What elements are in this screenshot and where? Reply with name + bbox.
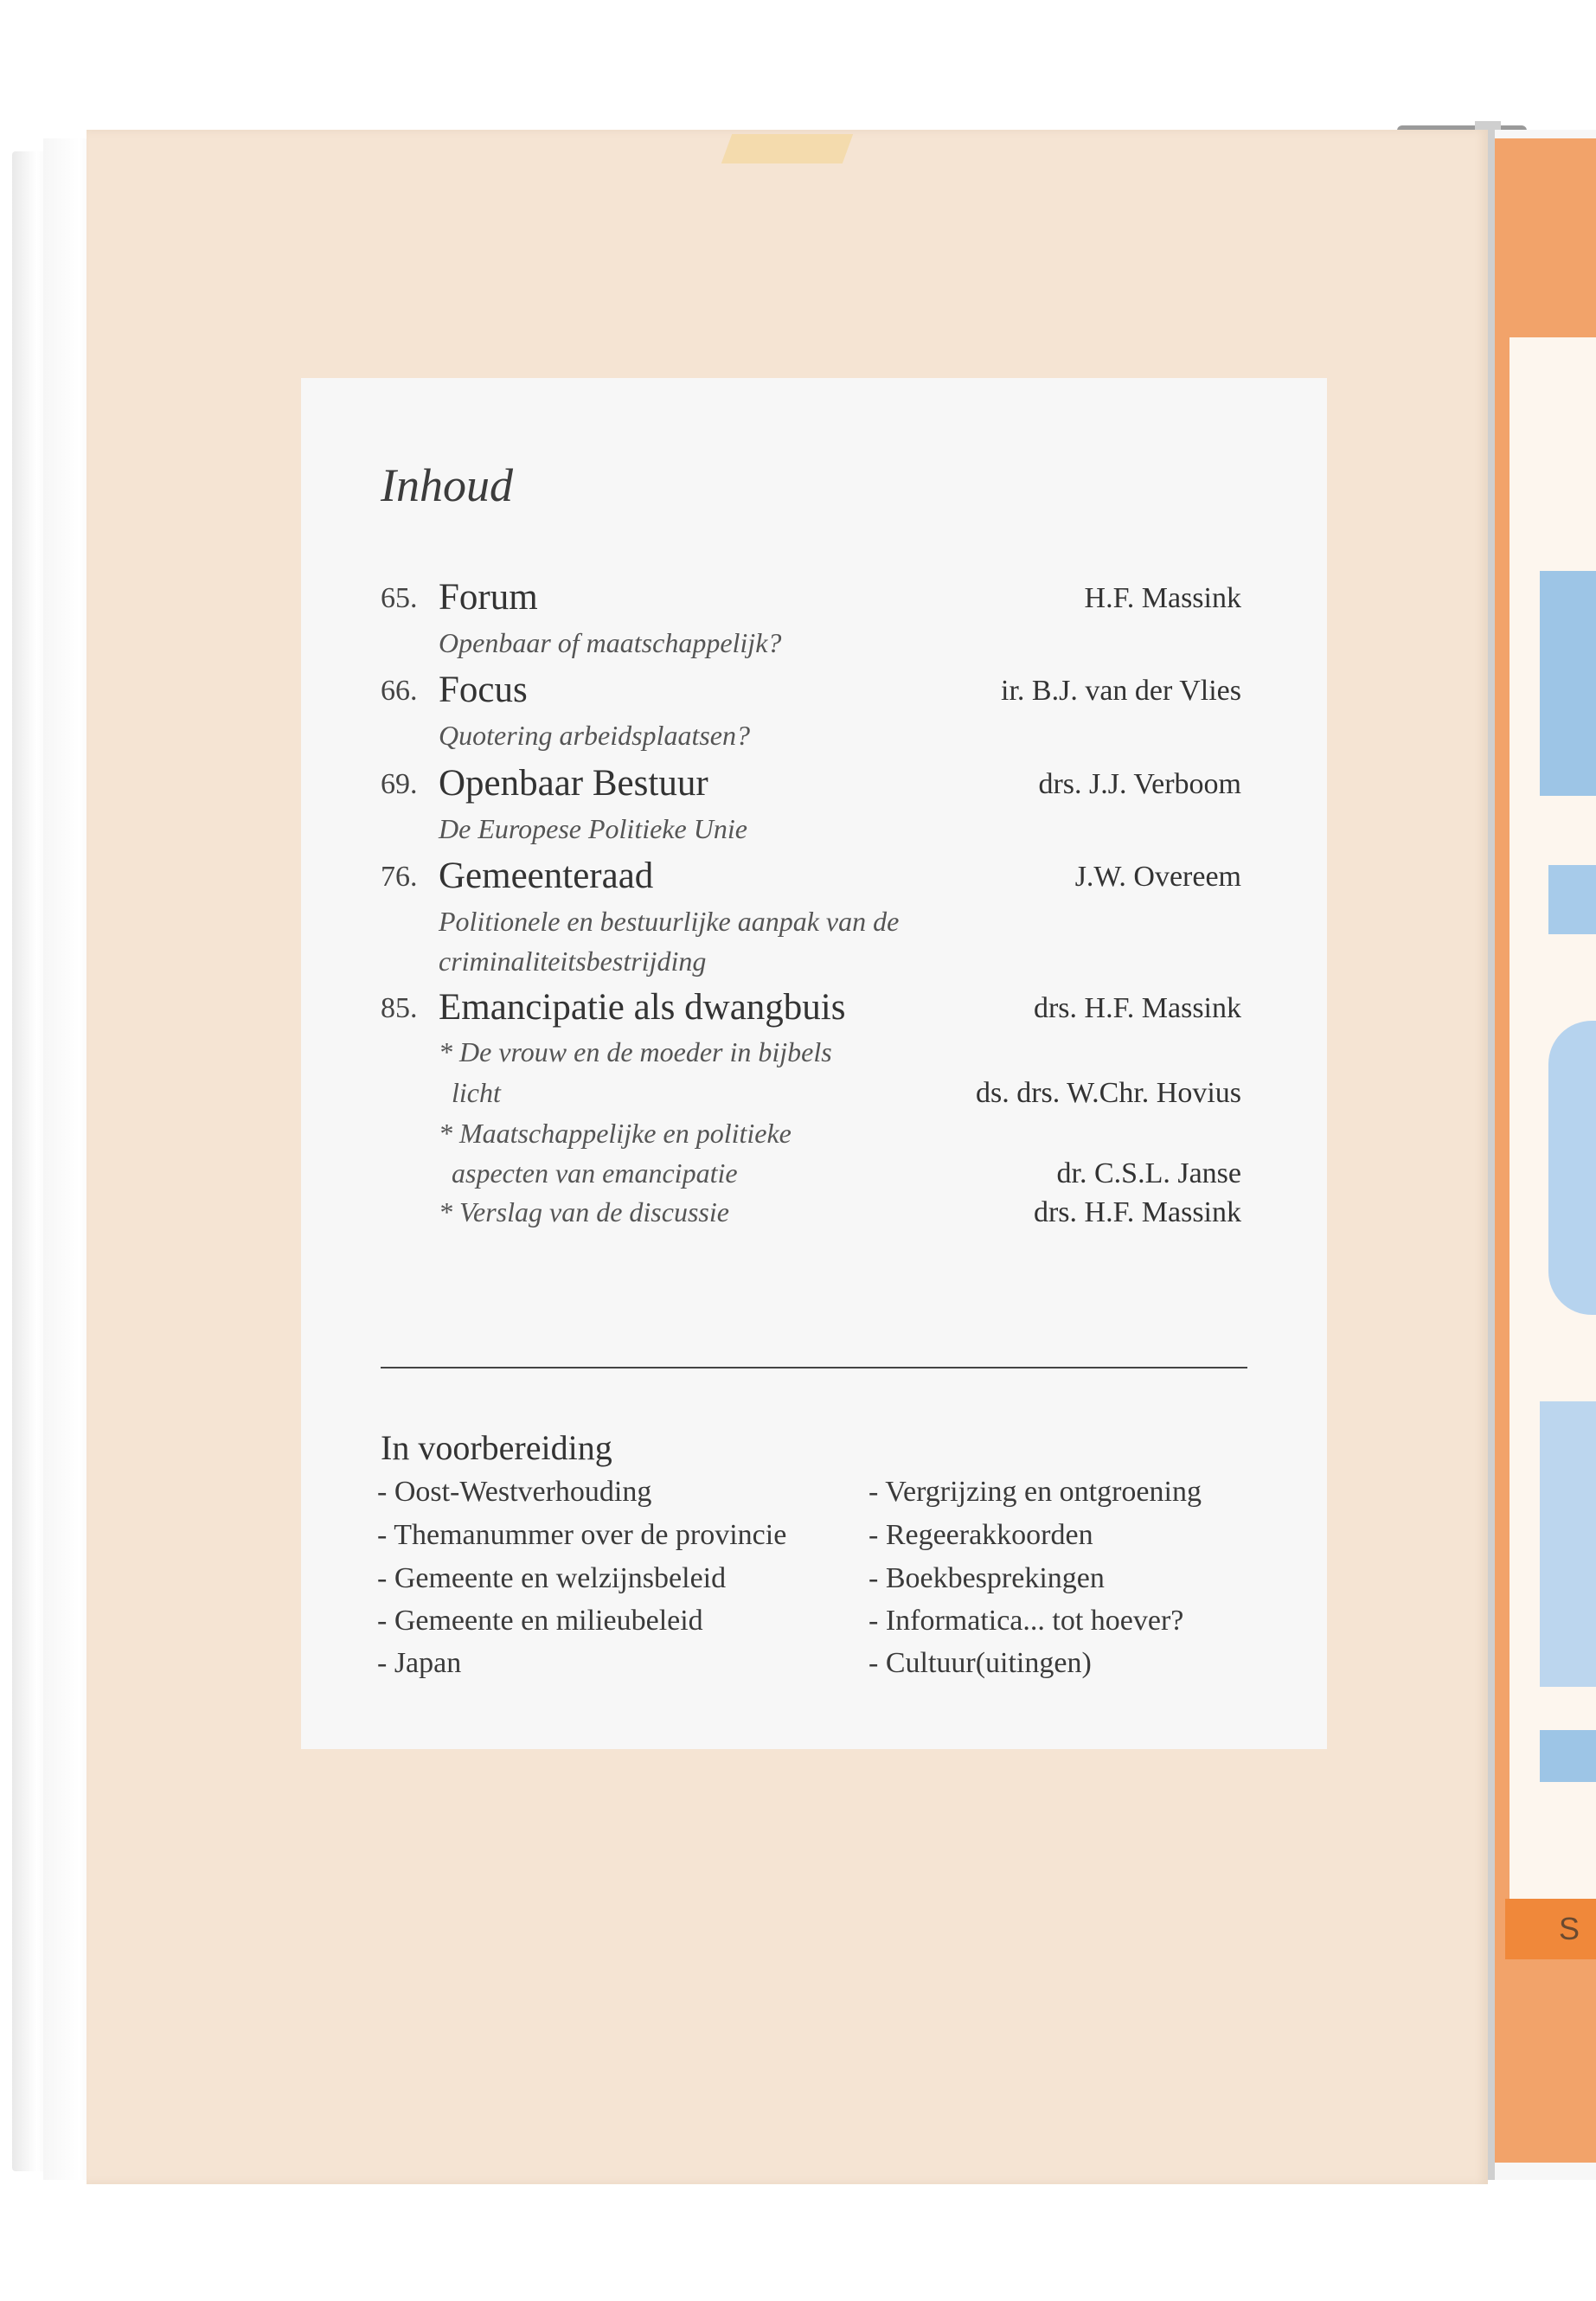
tape-mark — [721, 134, 853, 163]
entry-number: 66. — [381, 675, 418, 707]
preparation-item: - Cultuur(uitingen) — [869, 1647, 1092, 1679]
entry-author: ir. B.J. van der Vlies — [1001, 675, 1241, 707]
cover-letter-shape — [1540, 1730, 1596, 1782]
entry-number: 85. — [381, 992, 418, 1024]
cover-letter-shape — [1540, 1401, 1596, 1687]
entry-subitem: licht — [452, 1077, 501, 1108]
entry-heading: Forum — [439, 577, 538, 618]
cover-letter-shape — [1548, 1021, 1596, 1315]
cover-letter-shape — [1540, 571, 1596, 796]
entry-author: drs. J.J. Verboom — [1038, 768, 1241, 800]
cover-band-text: S — [1559, 1911, 1580, 1946]
preparation-title: In voorbereiding — [381, 1428, 612, 1467]
entry-heading: Focus — [439, 670, 528, 710]
entry-subitem: * De vrouw en de moeder in bijbels — [439, 1036, 832, 1067]
entry-heading: Openbaar Bestuur — [439, 763, 708, 804]
entry-number: 65. — [381, 582, 418, 614]
entry-subtitle: Politionele en bestuurlijke aanpak van de — [439, 906, 900, 937]
entry-subitem: * Verslag van de discussie — [439, 1196, 729, 1227]
subitem-author: drs. H.F. Massink — [1033, 1196, 1241, 1228]
preparation-item: - Themanummer over de provincie — [377, 1519, 787, 1551]
entry-author: J.W. Overeem — [1074, 861, 1241, 893]
cover-band — [1505, 1899, 1596, 1959]
preparation-item: - Informatica... tot hoever? — [869, 1605, 1184, 1637]
preparation-item: - Regeerakkoorden — [869, 1519, 1093, 1551]
entry-author: drs. H.F. Massink — [1033, 992, 1241, 1024]
entry-heading: Gemeenteraad — [439, 856, 654, 896]
entry-number: 76. — [381, 861, 418, 893]
entry-subitem: * Maatschappelijke en politieke — [439, 1118, 792, 1149]
preparation-item: - Japan — [377, 1647, 462, 1679]
entry-heading: Emancipatie als dwangbuis — [439, 987, 846, 1028]
preparation-item: - Gemeente en milieubeleid — [377, 1605, 703, 1637]
preparation-item: - Boekbesprekingen — [869, 1562, 1105, 1594]
entry-number: 69. — [381, 768, 418, 800]
entry-subtitle: Quotering arbeidsplaatsen? — [439, 720, 750, 751]
divider-rule — [381, 1367, 1247, 1368]
entry-subtitle: Openbaar of maatschappelijk? — [439, 627, 782, 658]
subitem-author: dr. C.S.L. Janse — [1056, 1157, 1241, 1189]
preparation-item: - Gemeente en welzijnsbeleid — [377, 1562, 727, 1594]
preparation-item: - Vergrijzing en ontgroening — [869, 1476, 1202, 1508]
subitem-author: ds. drs. W.Chr. Hovius — [976, 1077, 1241, 1109]
entry-subtitle: De Europese Politieke Unie — [439, 813, 747, 844]
preparation-item: - Oost-Westverhouding — [377, 1476, 652, 1508]
entry-subtitle: criminaliteitsbestrijding — [439, 945, 707, 977]
entry-author: H.F. Massink — [1084, 582, 1241, 614]
cover-letter-shape — [1548, 865, 1596, 934]
page-title: Inhoud — [381, 459, 513, 511]
entry-subitem: aspecten van emancipatie — [452, 1157, 738, 1189]
